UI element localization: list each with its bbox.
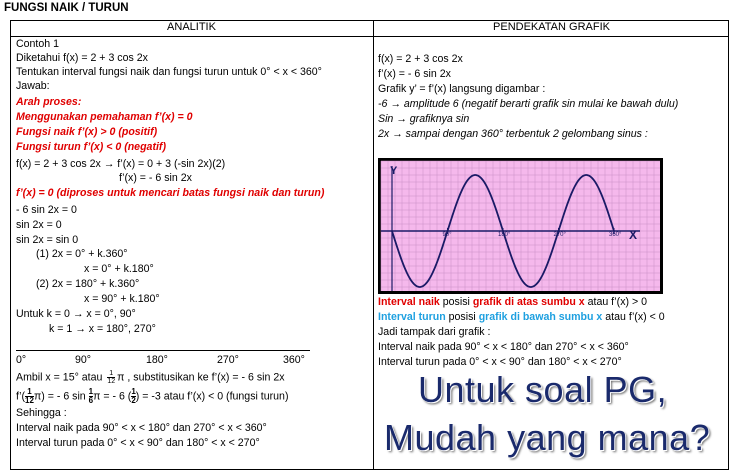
fraction-denominator: 12 — [107, 378, 116, 385]
function-right: f(x) = 2 + 3 cos 2x — [378, 53, 463, 65]
number-line-270: 270° — [217, 354, 239, 366]
interval-naik-condition: atau f’(x) > 0 — [584, 296, 647, 308]
derivative-zero-note: f’(x) = 0 (diproses untuk mencari batas fungsi naik dan turun) — [16, 187, 325, 199]
fraction-numerator: 1 — [109, 370, 114, 377]
fraction-1-12b — [25, 388, 34, 405]
number-line-90: 90° — [75, 354, 92, 366]
x-tick-label: 360° — [609, 232, 622, 238]
derivative-result: f’(x) = - 6 sin 2x — [119, 172, 192, 184]
y-axis-label: Y — [390, 165, 398, 177]
example-heading: Contoh 1 — [16, 38, 59, 50]
interval-turun-left: Interval turun pada 0° < x < 90° dan 180° < x < 270° — [16, 437, 260, 449]
interval-naik-right: Interval naik pada 90° < x < 180° dan 270° < x < 360° — [378, 341, 629, 353]
amplitude-note: -6 → amplitude 6 (negatif berarti grafik sin mulai ke bawah dulu) — [378, 98, 679, 110]
interval-naik-left: Interval naik pada 90° < x < 180° dan 270° < x < 360° — [16, 422, 267, 434]
number-line-360: 360° — [283, 354, 305, 366]
interval-turun-explanation — [378, 311, 665, 324]
substitution-text-a: Ambil x = 15° atau — [16, 371, 103, 384]
question-text: Tentukan interval fungsi naik dan fungsi turun untuk 0° < x < 360° — [16, 66, 322, 78]
interval-naik-text: posisi — [439, 296, 473, 308]
answer-label: Jawab: — [16, 80, 50, 92]
k-one-result: k = 1 → x = 180°, 270° — [49, 323, 156, 335]
evaluation-line — [16, 388, 288, 405]
header-pendekatan-grafik: PENDEKATAN GRAFIK — [493, 21, 610, 33]
interval-turun-text: posisi — [445, 311, 479, 323]
interval-turun-position: grafik di bawah sumbu x — [478, 311, 603, 323]
number-line-0: 0° — [16, 354, 27, 366]
substitution-line — [16, 370, 285, 385]
sin-note: Sin → grafiknya sin — [378, 113, 470, 125]
k-zero-result: Untuk k = 0 → x = 0°, 90° — [16, 308, 136, 320]
process-step-1: Menggunakan pemahaman f’(x) = 0 — [16, 111, 193, 123]
derivative-right: f’(x) = - 6 sin 2x — [378, 68, 451, 80]
equation-step-3: sin 2x = sin 0 — [16, 234, 79, 246]
header-divider — [10, 36, 729, 37]
fraction-1-12 — [107, 370, 115, 385]
solution-1b: x = 0° + k.180° — [84, 263, 154, 275]
x-tick-label: 270° — [553, 232, 566, 238]
evaluation-part-a: π) = - 6 sin — [33, 390, 86, 403]
number-line — [16, 350, 310, 351]
given-function: Diketahui f(x) = 2 + 3 cos 2x — [16, 52, 148, 64]
fraction-numerator: 1 — [131, 387, 136, 396]
x-axis-label: X — [629, 228, 638, 242]
process-step-2: Fungsi naik f’(x) > 0 (positif) — [16, 126, 158, 138]
solution-2a: (2) 2x = 180° + k.360° — [36, 278, 140, 290]
graph-intro: Grafik y’ = f’(x) langsung digambar : — [378, 83, 546, 95]
x-tick-label: 90° — [442, 232, 452, 238]
interval-turun-label: Interval turun — [378, 311, 446, 323]
promo-line-2: Mudah yang mana? — [384, 417, 711, 458]
solution-1a: (1) 2x = 0° + k.360° — [36, 248, 128, 260]
equation-step-1: - 6 sin 2x = 0 — [16, 204, 77, 216]
solution-2b: x = 90° + k.180° — [84, 293, 160, 305]
page-title: FUNGSI NAIK / TURUN — [4, 2, 129, 14]
interval-turun-condition: atau f’(x) < 0 — [602, 311, 665, 323]
x-tick-label: 180° — [498, 232, 511, 238]
interval-turun-right: Interval turun pada 0° < x < 90° dan 180° < x < 270° — [378, 356, 622, 368]
process-step-3: Fungsi turun f’(x) < 0 (negatif) — [16, 141, 166, 153]
graph-conclusion: Jadi tampak dari grafik : — [378, 326, 491, 338]
header-analitik: ANALITIK — [167, 21, 216, 33]
fraction-numerator: 1 — [88, 387, 94, 396]
fraction-numerator: 1 — [25, 388, 34, 397]
interval-naik-explanation — [378, 296, 647, 309]
process-heading: Arah proses: — [16, 96, 82, 108]
column-divider — [373, 20, 374, 470]
evaluation-part-c: ) = -3 atau f’(x) < 0 (fungsi turun) — [135, 390, 289, 403]
fraction-denominator: 2 — [131, 396, 136, 405]
sine-graph — [378, 158, 663, 294]
conclusion-label: Sehingga : — [16, 407, 67, 419]
promo-line-1: Untuk soal PG, — [418, 369, 668, 410]
interval-naik-position: grafik di atas sumbu x — [472, 296, 585, 308]
derivative-step: f(x) = 2 + 3 cos 2x → f’(x) = 0 + 3 (-sin 2x)(2) — [16, 158, 226, 170]
evaluation-part-b: π = - 6 ( — [93, 390, 132, 403]
evaluation-prefix: f’( — [16, 390, 26, 403]
substitution-text-b: , substitusikan ke f’(x) = - 6 sin 2x — [127, 371, 285, 384]
equation-step-2: sin 2x = 0 — [16, 219, 62, 231]
fraction-denominator: 6 — [88, 396, 94, 405]
wave-note: 2x → sampai dengan 360° terbentuk 2 gelombang sinus : — [378, 128, 648, 140]
number-line-180: 180° — [146, 354, 168, 366]
pi-symbol: π — [117, 371, 125, 384]
fraction-denominator: 12 — [25, 396, 34, 405]
interval-naik-label: Interval naik — [378, 296, 440, 308]
